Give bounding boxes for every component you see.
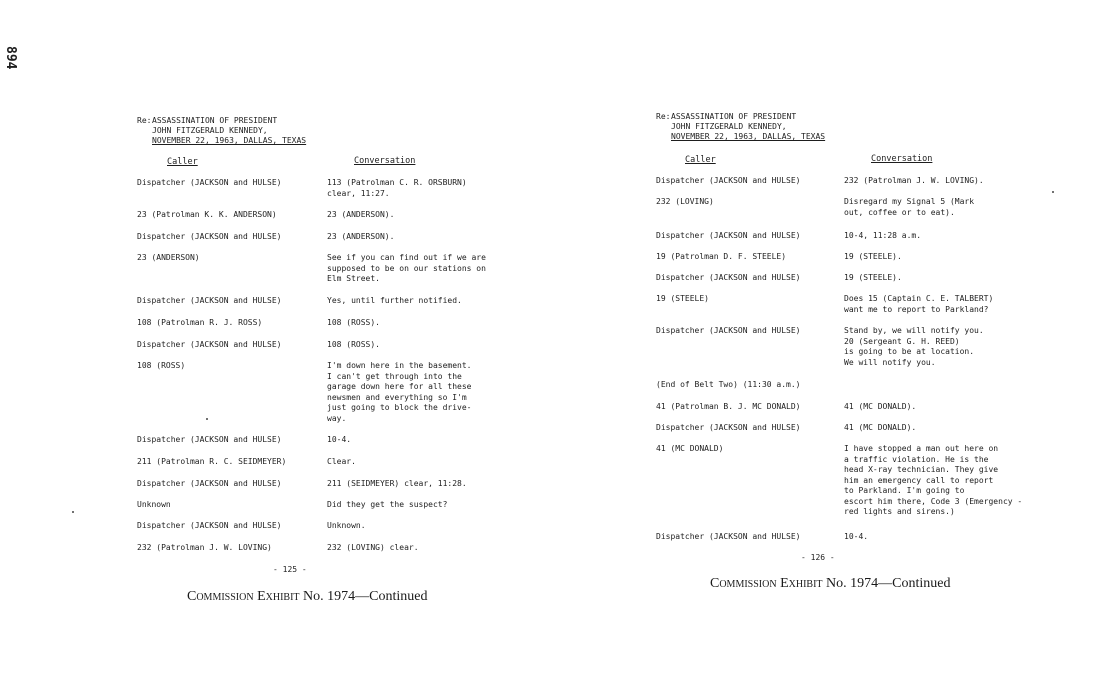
caller-cell: Dispatcher (JACKSON and HULSE) <box>137 296 282 305</box>
caller-cell: Dispatcher (JACKSON and HULSE) <box>137 435 282 444</box>
scan-speck <box>206 418 208 420</box>
exhibit-caption-caps: Commission Exhibit <box>187 589 300 604</box>
conversation-cell: I have stopped a man out here on a traffic violation. He is the head X-ray technician. They give him an emergency call to report to Parkland. I'm going to escort him there, Code 3 (Emergency - red lights and sirens.) <box>844 444 1023 516</box>
column-header-caller: Caller <box>167 157 198 167</box>
caller-cell: Dispatcher (JACKSON and HULSE) <box>137 178 282 187</box>
re-subject <box>152 116 306 146</box>
conversation-cell: Stand by, we will notify you. 20 (Sergeant G. H. REED) is going to be at location. We will notify you. <box>844 326 984 367</box>
re-line: ASSASSINATION OF PRESIDENT <box>671 112 797 121</box>
caller-cell: Dispatcher (JACKSON and HULSE) <box>656 231 801 240</box>
re-label: Re: <box>137 116 152 125</box>
scan-speck <box>1052 191 1054 193</box>
conversation-cell: Does 15 (Captain C. E. TALBERT) want me to report to Parkland? <box>844 294 994 314</box>
caller-cell: Dispatcher (JACKSON and HULSE) <box>656 273 801 282</box>
conversation-cell: Unknown. <box>327 521 366 530</box>
caller-cell: 108 (ROSS) <box>137 361 186 370</box>
caller-cell: Dispatcher (JACKSON and HULSE) <box>137 521 282 530</box>
conversation-cell: Clear. <box>327 457 356 466</box>
column-header-conversation: Conversation <box>354 156 416 166</box>
re-subject <box>671 112 825 142</box>
conversation-cell: Disregard my Signal 5 (Mark out, coffee or to eat). <box>844 197 975 217</box>
conversation-cell: 41 (MC DONALD). <box>844 402 917 411</box>
caller-cell: 232 (Patrolman J. W. LOVING) <box>137 543 272 552</box>
caller-cell: Dispatcher (JACKSON and HULSE) <box>656 326 801 335</box>
caller-cell: (End of Belt Two) (11:30 a.m.) <box>656 380 801 389</box>
conversation-cell: I'm down here in the basement. I can't get through into the garage down here for all these newsmen and everything so I'm just going to block the drive- way. <box>327 361 472 423</box>
caller-cell: 41 (Patrolman B. J. MC DONALD) <box>656 402 801 411</box>
column-header-conversation: Conversation <box>871 154 933 164</box>
re-line: ASSASSINATION OF PRESIDENT <box>152 116 278 125</box>
caller-cell: Dispatcher (JACKSON and HULSE) <box>656 532 801 541</box>
caller-cell: 23 (Patrolman K. K. ANDERSON) <box>137 210 277 219</box>
re-line: NOVEMBER 22, 1963, DALLAS, TEXAS <box>671 132 826 141</box>
caller-cell: 19 (Patrolman D. F. STEELE) <box>656 252 787 261</box>
caller-cell: Dispatcher (JACKSON and HULSE) <box>656 423 801 432</box>
caller-cell: Unknown <box>137 500 171 509</box>
conversation-cell: 10-4, 11:28 a.m. <box>844 231 922 240</box>
caller-cell: 19 (STEELE) <box>656 294 709 303</box>
caller-cell: Dispatcher (JACKSON and HULSE) <box>137 479 282 488</box>
re-line: JOHN FITZGERALD KENNEDY, <box>671 122 787 131</box>
conversation-cell: 211 (SEIDMEYER) clear, 11:28. <box>327 479 467 488</box>
re-line: NOVEMBER 22, 1963, DALLAS, TEXAS <box>152 136 307 145</box>
caller-cell: Dispatcher (JACKSON and HULSE) <box>137 340 282 349</box>
side-page-number: 894 <box>3 46 18 70</box>
conversation-cell: 10-4. <box>327 435 352 444</box>
scan-speck <box>72 511 74 513</box>
conversation-cell: Yes, until further notified. <box>327 296 462 305</box>
page-number: - 125 - <box>273 565 307 574</box>
conversation-cell: 113 (Patrolman C. R. ORSBURN) clear, 11:27. <box>327 178 467 198</box>
conversation-cell: See if you can find out if we are supposed to be on our stations on Elm Street. <box>327 253 486 283</box>
re-line: JOHN FITZGERALD KENNEDY, <box>152 126 268 135</box>
conversation-cell: 108 (ROSS). <box>327 340 380 349</box>
conversation-cell: 23 (ANDERSON). <box>327 232 395 241</box>
caller-cell: 23 (ANDERSON) <box>137 253 200 262</box>
caller-cell: 232 (LOVING) <box>656 197 714 206</box>
conversation-cell: 108 (ROSS). <box>327 318 380 327</box>
caller-cell: 41 (MC DONALD) <box>656 444 724 453</box>
conversation-cell: 232 (LOVING) clear. <box>327 543 419 552</box>
conversation-cell: Did they get the suspect? <box>327 500 448 509</box>
conversation-cell: 41 (MC DONALD). <box>844 423 917 432</box>
conversation-cell: 19 (STEELE). <box>844 252 902 261</box>
conversation-cell: 10-4. <box>844 532 869 541</box>
exhibit-caption-caps: Commission Exhibit <box>710 576 823 591</box>
column-header-caller: Caller <box>685 155 716 165</box>
conversation-cell: 19 (STEELE). <box>844 273 902 282</box>
caller-cell: 108 (Patrolman R. J. ROSS) <box>137 318 263 327</box>
exhibit-caption <box>710 576 950 592</box>
exhibit-caption-number: No. 1974—Continued <box>822 576 951 591</box>
conversation-cell: 232 (Patrolman J. W. LOVING). <box>844 176 984 185</box>
exhibit-caption <box>187 589 427 605</box>
re-label: Re: <box>656 112 671 121</box>
exhibit-caption-number: No. 1974—Continued <box>299 589 428 604</box>
caller-cell: 211 (Patrolman R. C. SEIDMEYER) <box>137 457 287 466</box>
caller-cell: Dispatcher (JACKSON and HULSE) <box>137 232 282 241</box>
conversation-cell: 23 (ANDERSON). <box>327 210 395 219</box>
page-number: - 126 - <box>801 553 835 562</box>
caller-cell: Dispatcher (JACKSON and HULSE) <box>656 176 801 185</box>
